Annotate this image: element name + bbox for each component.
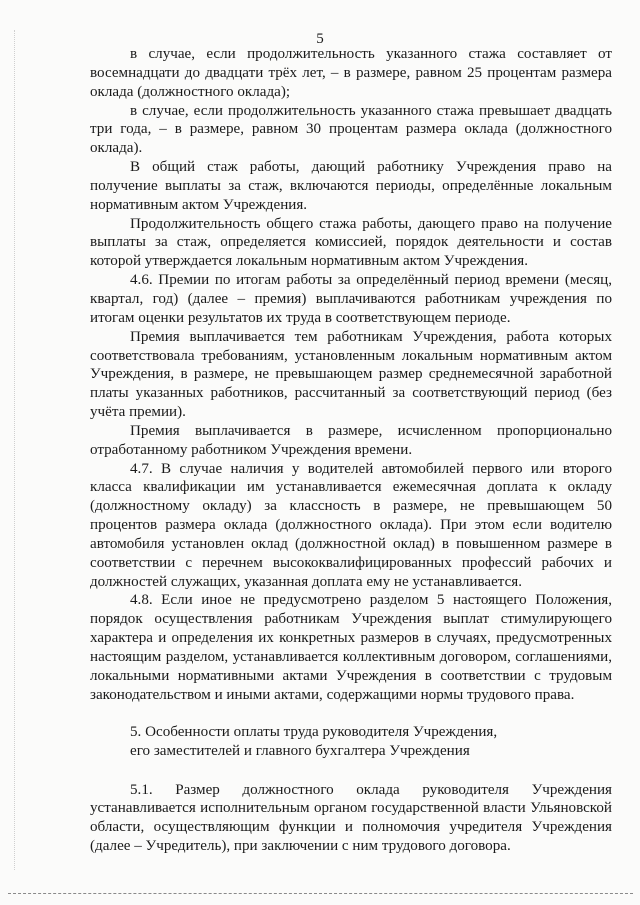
- spacer: [90, 705, 612, 723]
- scan-bottom-edge: [8, 893, 633, 894]
- paragraph-stazh-18-23: в случае, если продолжительность указанного стажа составляет от восемнадцати до двадцати трёх лет, – в размере, равном 25 процентам размера оклада (должностного оклада);: [90, 46, 612, 100]
- page-number: 5: [316, 31, 324, 47]
- spacer: [90, 762, 612, 781]
- paragraph-prodolzhitelnost-stazha: Продолжительность общего стажа работы, дающего право на получение выплаты за стаж, определяется комиссией, порядок деятельности и состав которой утверждается локальным нормативным актом Учреждения.: [90, 215, 612, 270]
- document-body: [90, 45, 612, 856]
- paragraph-5-1: 5.1. Размер должностного оклада руководителя Учреждения устанавливается исполнительным органом государственной власти Ульяновской области, осуществляющим функции и полномочия учредителя Учреждения (далее – Учредитель), при заключении с ним трудового договора.: [90, 781, 612, 855]
- paragraph-4-8: 4.8. Если иное не предусмотрено разделом 5 настоящего Положения, порядок осуществления работникам Учреждения выплат стимулирующего характера и определения их конкретных размеров в случаях, предусмотренных настоящим разделом, устанавливается коллективным договором, соглашениями, локальными нормативными актами Учреждения в соответствии с трудовым законодательством и иными актами, содержащими нормы трудового права.: [90, 592, 612, 703]
- paragraph-obshchiy-stazh: В общий стаж работы, дающий работнику Учреждения право на получение выплаты за стаж, включаются периоды, определённые локальным нормативным актом Учреждения.: [90, 159, 612, 213]
- scan-margin-mark: [14, 30, 17, 870]
- paragraph-4-6: 4.6. Премии по итогам работы за определённый период времени (месяц, квартал, год) (далее – премия) выплачиваются работникам учреждения по итогам оценки результатов их труда в соответствующем периоде.: [90, 272, 612, 326]
- paragraph-stazh-over-23: в случае, если продолжительность указанного стажа превышает двадцать три года, – в размере, равном 30 процентам размера оклада (должностного оклада).: [90, 102, 612, 157]
- section-5-heading-line-1: 5. Особенности оплаты труда руководителя Учреждения,: [130, 723, 498, 740]
- paragraph-4-7: 4.7. В случае наличия у водителей автомобилей первого или второго класса квалификации им устанавливается ежемесячная доплата к окладу (должностному окладу) за классность в размере, не превышающем 50 процентов размера оклада (должностного оклада). При этом если водителю автомобиля установлен оклад (должностной оклад) в повышенном размере в соответствии с перечнем высококвалифицированных профессий рабочих и должностей служащих, указанная доплата ему не устанавливается.: [90, 460, 612, 590]
- paragraph-premiya-usloviya: Премия выплачивается тем работникам Учреждения, работа которых соответствовала требованиям, установленным локальным нормативным актом Учреждения, в размере, не превышающем размер среднемесячной заработной платы указанных работников, рассчитанный за соответствующий период (без учёта премии).: [90, 328, 612, 421]
- section-5-heading-line-2: его заместителей и главного бухгалтера Учреждения: [130, 743, 470, 760]
- paragraph-premiya-razmer: Премия выплачивается в размере, исчисленном пропорционально отработанному работником Учреждения времени.: [90, 422, 612, 458]
